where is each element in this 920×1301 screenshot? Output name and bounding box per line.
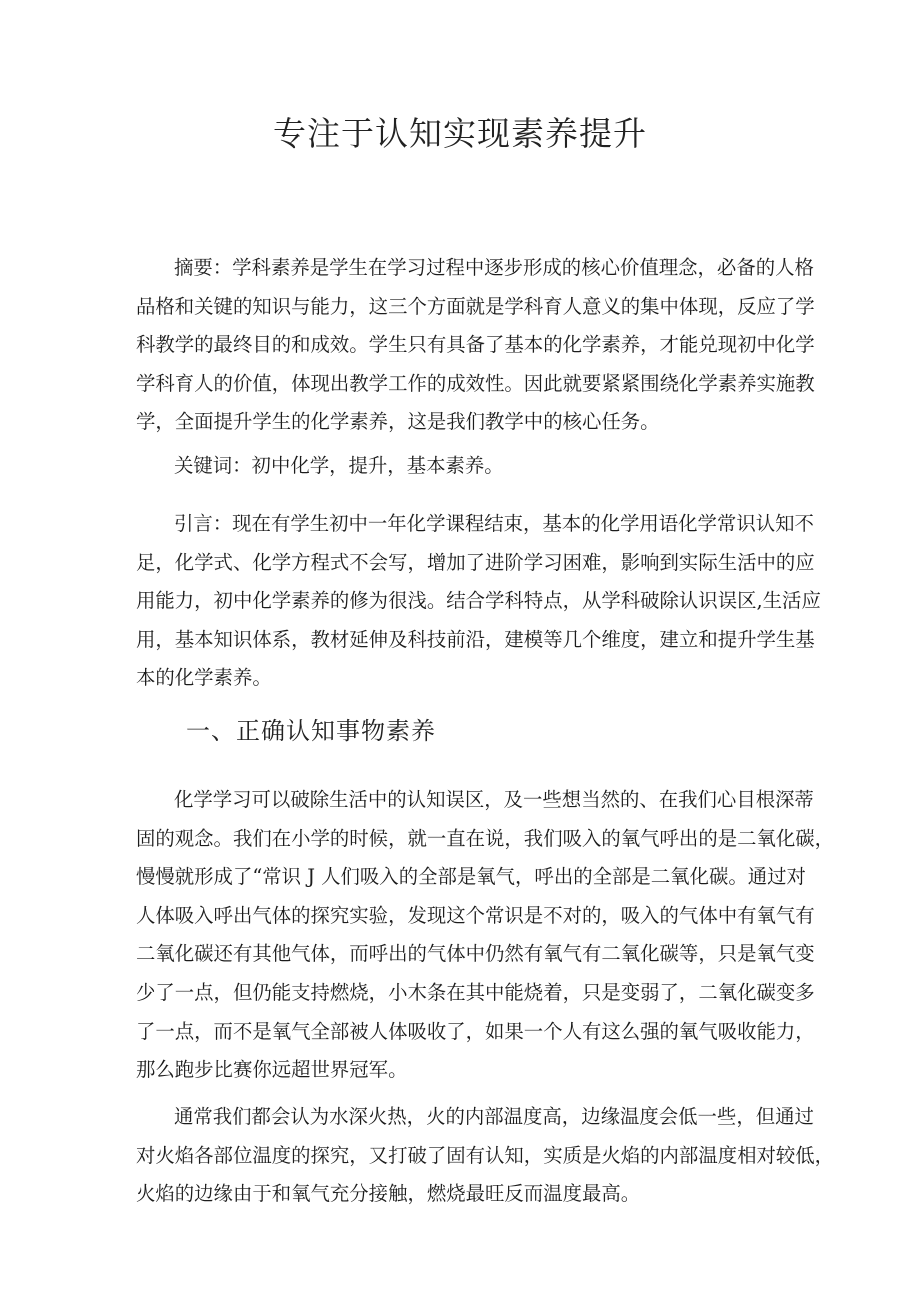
body-line: 对火焰各部位温度的探究，又打破了固有认知，实质是火焰的内部温度相对较低， bbox=[136, 1143, 835, 1167]
body-line: 慢慢就形成了“常识 J 人们吸入的全部是氧气，呼出的全部是二氧化碳。通过对 bbox=[136, 865, 806, 889]
abstract-line: 学，全面提升学生的化学素养，这是我们教学中的核心任务。 bbox=[136, 410, 660, 434]
introduction-paragraph bbox=[136, 505, 821, 698]
abstract-paragraph bbox=[136, 249, 815, 442]
body-line: 化学学习可以破除生活中的认知误区，及一些想当然的、在我们心目根深蒂 bbox=[174, 788, 814, 811]
body-line: 那么跑步比赛你远超世界冠军。 bbox=[136, 1058, 408, 1082]
introduction-line: 用能力，初中化学素养的修为很浅。结合学科特点，从学科破除认识误区,生活应 bbox=[136, 589, 821, 613]
body-line: 了一点，而不是氧气全部被人体吸收了，如果一个人有这么强的氧气吸收能力， bbox=[136, 1019, 815, 1043]
keywords-paragraph bbox=[136, 447, 796, 486]
abstract-line: 科教学的最终目的和成效。学生只有具备了基本的化学素养，才能兑现初中化学 bbox=[136, 333, 815, 357]
introduction-line: 引言：现在有学生初中一年化学课程结束，基本的化学用语化学常识认知不 bbox=[174, 512, 814, 535]
keywords-line: 关键词：初中化学，提升，基本素养。 bbox=[174, 454, 504, 477]
introduction-line: 本的化学素养。 bbox=[136, 666, 272, 690]
section1-paragraph-1 bbox=[136, 781, 835, 1090]
body-line: 二氧化碳还有其他气体，而呼出的气体中仍然有氧气有二氧化碳等，只是氧气变 bbox=[136, 942, 815, 966]
introduction-line: 足，化学式、化学方程式不会写，增加了进阶学习困难，影响到实际生活中的应 bbox=[136, 550, 815, 574]
body-line: 人体吸入呼出气体的探究实验，发现这个常识是不对的，吸入的气体中有氧气有 bbox=[136, 903, 815, 927]
section-heading: 一、正确认知事物素养 bbox=[186, 717, 436, 745]
body-line: 火焰的边缘由于和氧气充分接触，燃烧最旺反而温度最高。 bbox=[136, 1182, 641, 1206]
document-title: 专注于认知实现素养提升 bbox=[273, 114, 647, 153]
abstract-line: 学科育人的价值，体现出教学工作的成效性。因此就要紧紧围绕化学素养实施教 bbox=[136, 371, 815, 395]
section1-paragraph-2 bbox=[136, 1098, 835, 1214]
abstract-line: 摘要：学科素养是学生在学习过程中逐步形成的核心价值理念，必备的人格 bbox=[174, 256, 814, 279]
body-line: 通常我们都会认为水深火热，火的内部温度高，边缘温度会低一些，但通过 bbox=[174, 1105, 814, 1128]
introduction-line: 用，基本知识体系，教材延伸及科技前沿，建模等几个维度，建立和提升学生基 bbox=[136, 627, 815, 651]
abstract-line: 品格和关键的知识与能力，这三个方面就是学科育人意义的集中体现，反应了学 bbox=[136, 294, 815, 318]
body-line: 少了一点，但仍能支持燃烧，小木条在其中能烧着，只是变弱了，二氧化碳变多 bbox=[136, 980, 815, 1004]
body-line: 固的观念。我们在小学的时候，就一直在说，我们吸入的氧气呼出的是二氧化碳， bbox=[136, 826, 835, 850]
